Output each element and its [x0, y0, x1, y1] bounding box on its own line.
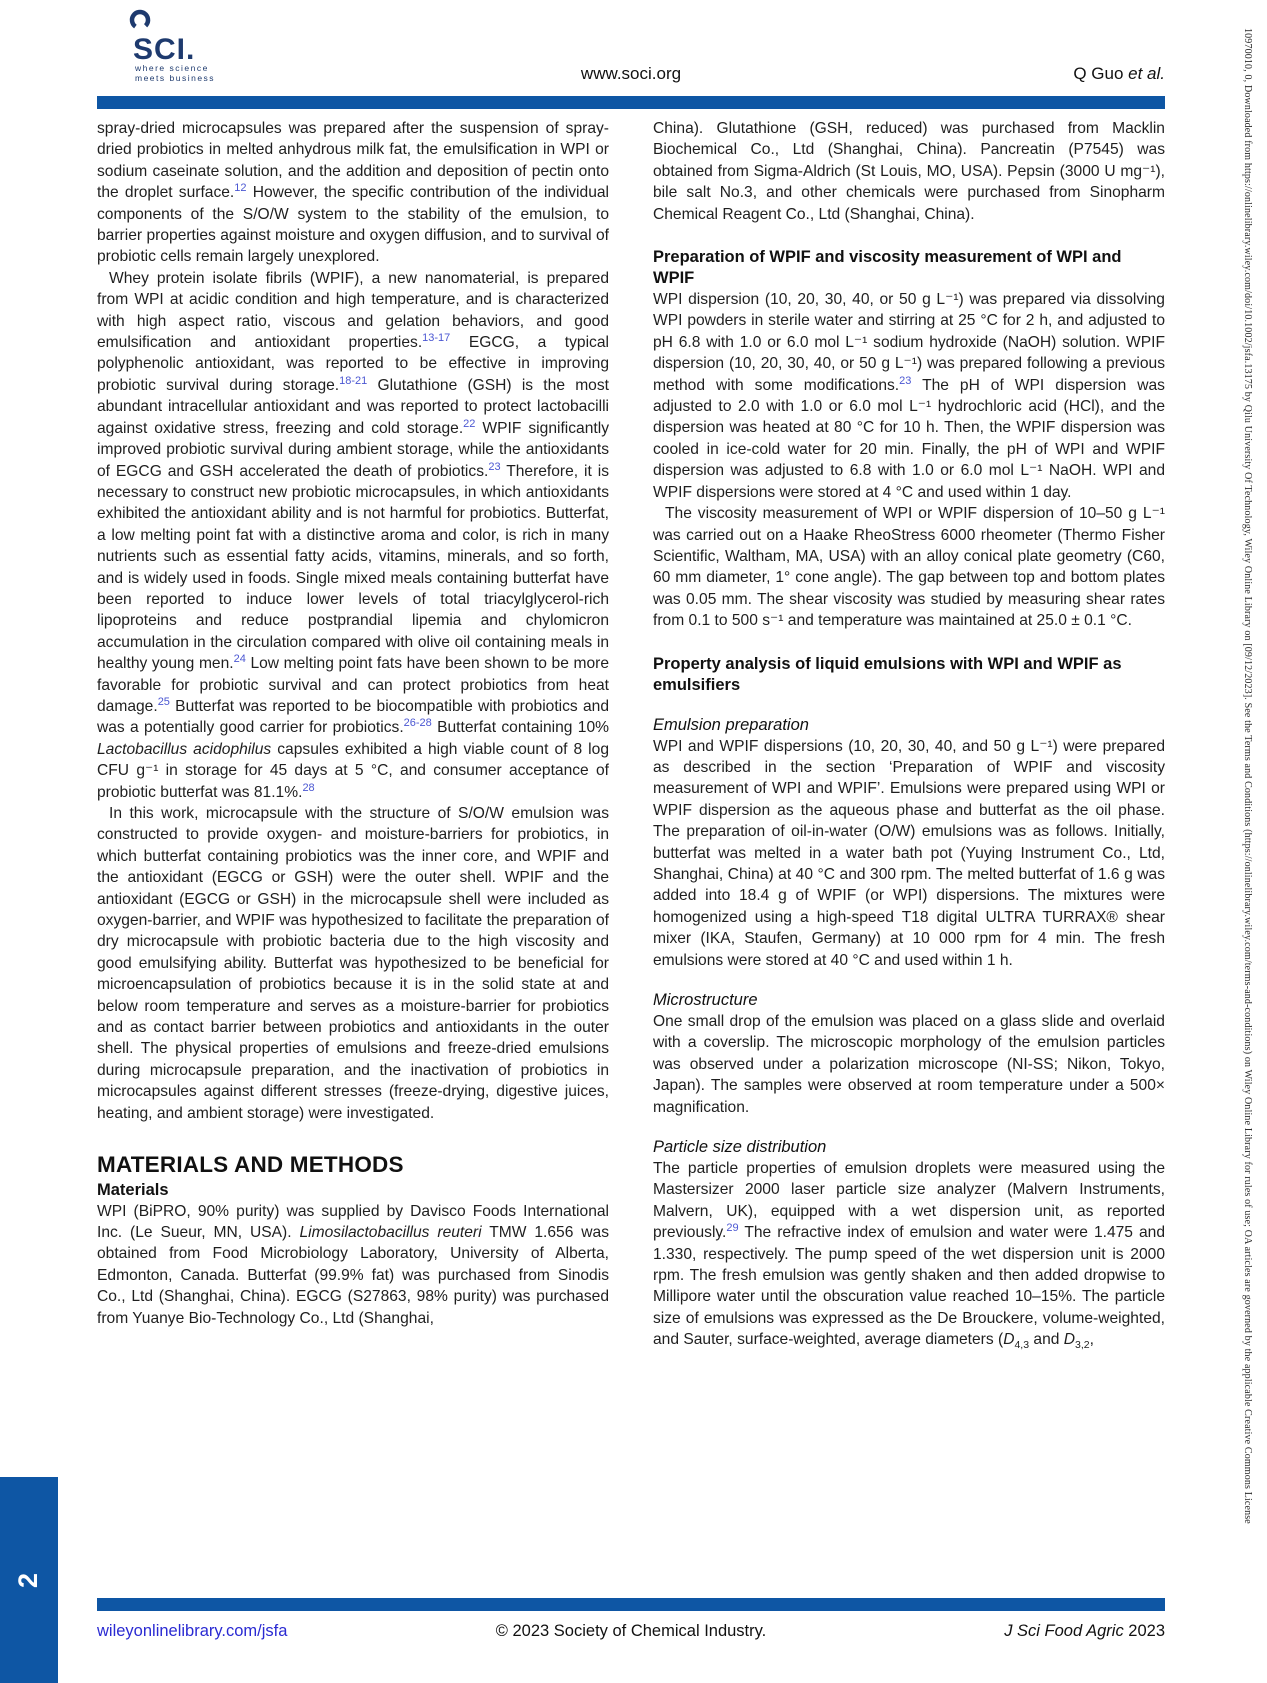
paragraph: China). Glutathione (GSH, reduced) was purchased from Macklin Biochemical Co., Ltd (Shanghai, China). Pancreatin (P7545) was obtained from Sigma-Aldrich (St Louis, MO, USA). Pepsin (3000 U mg⁻¹), bile salt No.3, and other chemicals were purchased from Sinopharm Chemical Reagent Co., Ltd (Shanghai, China). [653, 120, 1165, 223]
section-heading: Particle size distribution [653, 1138, 827, 1157]
page-content [97, 0, 1165, 1351]
paragraph: spray-dried microcapsules was prepared after the suspension of spray-dried probiotics in melted anhydrous milk fat, the emulsification in WPI or sodium caseinate solution, and the addition and deposition of pectin onto the droplet surface.$^{12}$ However, the specific contribution of the individual components of the S/O/W system to the stability of the emulsion, to barrier properties against moisture and oxygen diffusion, and to survival of probiotic cells remain largely unexplored. [97, 120, 609, 266]
section-heading: Materials [97, 1180, 169, 1199]
paragraph: The viscosity measurement of WPI or WPIF dispersion of 10–50 g L⁻¹ was carried out on a Haake RheoStress 6000 rheometer (Thermo Fisher Scientific, Waltham, MA, USA) with an alloy conical plate geometry (C60, 60 mm diameter, 1° cone angle). The gap between top and bottom plates was 0.05 mm. The shear viscosity was studied by measuring shear rates from 0.1 to 500 s⁻¹ and temperature was maintained at 25.0 ± 0.1 °C. [653, 505, 1165, 630]
section-heading: Microstructure [653, 991, 758, 1009]
page-footer [97, 1598, 1165, 1641]
paragraph: WPI and WPIF dispersions (10, 20, 30, 40, and 50 g L⁻¹) were prepared as described in the section ‘Preparation of WPIF and viscosity measurement of WPI and WPIF’. Emulsions were prepared using WPI or WPIF dispersion as the aqueous phase and butterfat as the oil phase. The preparation of oil-in-water (O/W) emulsions was as follows. Initially, butterfat was melted in a water bath pot (Yuying Instrument Co., Ltd, Shanghai, China) at 40 °C and 300 rpm. The melted butterfat of 1.6 g was added into 18.4 g of WPIF (or WPI) dispersions. The mixtures were homogenized using a high-speed T18 digital ULTRA TURRAX® shear mixer (IKA, Staufen, Germany) at 10 000 rpm for 4 min. The fresh emulsions were stored at 40 °C and used within 1 h. [653, 737, 1165, 969]
section-heading: Emulsion preparation [653, 715, 809, 734]
page-number-tab [0, 1477, 58, 1683]
section-heading: MATERIALS AND METHODS [97, 1152, 404, 1178]
page-header [97, 0, 1165, 96]
left-column [97, 118, 609, 1351]
footer-divider-bar [97, 1598, 1165, 1611]
paragraph: In this work, microcapsule with the structure of S/O/W emulsion was constructed to provide oxygen- and moisture-barriers for probiotics, in which butterfat containing probiotics was the inner core, and WPIF and the antioxidant (EGCG or GSH) were the outer shell. WPIF and the antioxidant (EGCG or GSH) in the microcapsule shell were included as oxygen-barrier, and WPIF was hypothesized to facilitate the preparation of dry microcapsule with probiotic bacteria due to the high viscosity and good emulsifying ability. Butterfat was hypothesized to be beneficial for microencapsulation of probiotics because it is in the solid state at and below room temperature and serves as a moisture-barrier for probiotics and as contact barrier between probiotics and antioxidants in the outer shell. The physical properties of emulsions and freeze-dried emulsions during microcapsule preparation, and the inactivation of probiotics in microcapsules against different stresses (freeze-drying, digestive juices, heating, and ambient storage) were investigated. [97, 805, 609, 1122]
brand-tagline-1: where science [135, 63, 209, 73]
paragraph: WPI dispersion (10, 20, 30, 40, or 50 g L⁻¹) was prepared via dissolving WPI powders in sterile water and stirring at 25 °C for 2 h, and adjusted to pH 6.8 with 1.0 or 6.0 mol L⁻¹ sodium hydroxide (NaOH) solution. WPIF dispersion (10, 20, 30, 40, or 50 g L⁻¹) was prepared following a previous method with some modifications.$^{23}$ The pH of WPI dispersion was adjusted to 2.0 with 1.0 or 6.0 mol L⁻¹ hydrochloric acid (HCl), and the dispersion was heated at 80 °C for 10 h. Then, the WPIF dispersion was cooled in ice-cold water for 20 min. Finally, the pH of WPI and WPIF dispersion was adjusted to 6.8 with 1.0 or 6.0 mol L⁻¹ NaOH. WPI and WPIF dispersions were stored at 4 °C and used within 1 day. [653, 291, 1165, 501]
paragraph: WPI (BiPRO, 90% purity) was supplied by Davisco Foods International Inc. (Le Sueur, MN, USA). Limosilactobacillus reuteri TMW 1.656 was obtained from Food Microbiology Laboratory, University of Alberta, Edmonton, Canada. Butterfat (99.9% fat) was purchased from Sinodis Co., Ltd (Shanghai, China). EGCG (S27863, 98% purity) was purchased from Yuanye Bio-Technology Co., Ltd (Shanghai, [97, 1202, 609, 1327]
footer-library-link[interactable]: wileyonlinelibrary.com/jsfa [97, 1622, 288, 1640]
download-license-sidebar: 10970010, 0, Downloaded from https://onlinelibrary.wiley.com/doi/10.1002/jsfa.13175 by Qilu University Of Technology, Wiley Online Library on [09/12/2023]. See the Terms and Conditions (https://onlinelibrary.wiley.com/terms-and-conditions) on Wiley Online Library for rules of use; OA articles are governed by the applicable Creative Commons License [1242, 28, 1253, 1524]
page-number: 2 [13, 1572, 44, 1588]
section-heading: Property analysis of liquid emulsions with WPI and WPIF as emulsifiers [653, 654, 1122, 694]
paragraph: Whey protein isolate fibrils (WPIF), a new nanomaterial, is prepared from WPI at acidic condition and high temperature, and is characterized with high aspect ratio, viscous and gelation behaviors, and good emulsification and antioxidant properties.$^{13-17}$ EGCG, a typical polyphenolic antioxidant, was reported to be effective in improving probiotic survival during storage.$^{18-21}$ Glutathione (GSH) is the most abundant intracellular antioxidant and was reported to protect lactobacilli against oxidative stress, freezing and cold storage.$^{22}$ WPIF significantly improved probiotic survival during ambient storage, while the antioxidants of EGCG and GSH accelerated the death of probiotics.$^{23}$ Therefore, it is necessary to construct new probiotic microcapsules, in which antioxidants exhibited the antioxidant ability and is not harmful for probiotics. Butterfat, a low melting point fat with a distinctive aroma and color, is rich in many nutrients such as essential fatty acids, vitamins, minerals, and so forth, and is widely used in foods. Single mixed meals containing butterfat have been reported to induce lower levels of total triacylglycerol-rich lipoproteins and reduce postprandial lipemia and chylomicron accumulation in the circulation compared with olive oil containing meals in healthy young men.$^{24}$ Low melting point fats have been shown to be more favorable for probiotic survival and can protect probiotics from heat damage.$^{25}$ Butterfat was reported to be biocompatible with probiotics and was a potentially good carrier for probiotics.$^{26-28}$ Butterfat containing 10% Lactobacillus acidophilus capsules exhibited a high viable count of 8 log CFU g⁻¹ in storage for 45 days at 5 °C, and consumer acceptance of probiotic butterfat was 81.1%.$^{28}$ [97, 269, 609, 801]
article-body [97, 118, 1165, 1351]
footer-copyright: © 2023 Society of Chemical Industry. [495, 1622, 767, 1640]
brand-name: SCI. [133, 33, 196, 66]
section-heading: Preparation of WPIF and viscosity measurement of WPI and WPIF [653, 248, 1122, 288]
header-authors: Q Guo et al. [1073, 64, 1165, 83]
brand-tagline-2: meets business [135, 73, 216, 83]
sci-logo-swirl-icon [127, 8, 153, 32]
footer-journal-citation: J Sci Food Agric 2023 [1004, 1622, 1166, 1640]
header-journal-url: www.soci.org [580, 64, 682, 83]
paragraph: One small drop of the emulsion was placed on a glass slide and overlaid with a coverslip. The microscopic morphology of the emulsion particles was observed under a polarization microscope (NI-SS; Nikon, Tokyo, Japan). The samples were observed at room temperature under a 500× magnification. [653, 1013, 1165, 1116]
paragraph: The particle properties of emulsion droplets were measured using the Mastersizer 2000 laser particle size analyzer (Malvern Instruments, Malvern, UK), equipped with a wet dispersion unit, as reported previously.$^{29}$ The refractive index of emulsion and water were 1.475 and 1.330, respectively. The pump speed of the wet dispersion unit is 2000 rpm. The fresh emulsion was gently shaken and then added dropwise to Millipore water until the obscuration value reached 10–15%. The particle size of emulsions was expressed as the De Brouckere, volume-weighted, and Sauter, surface-weighted, average diameters ($D_{4,3}$ and $D_{3,2}$, [653, 1160, 1165, 1352]
right-column [653, 118, 1165, 1351]
header-divider-bar [97, 96, 1165, 109]
